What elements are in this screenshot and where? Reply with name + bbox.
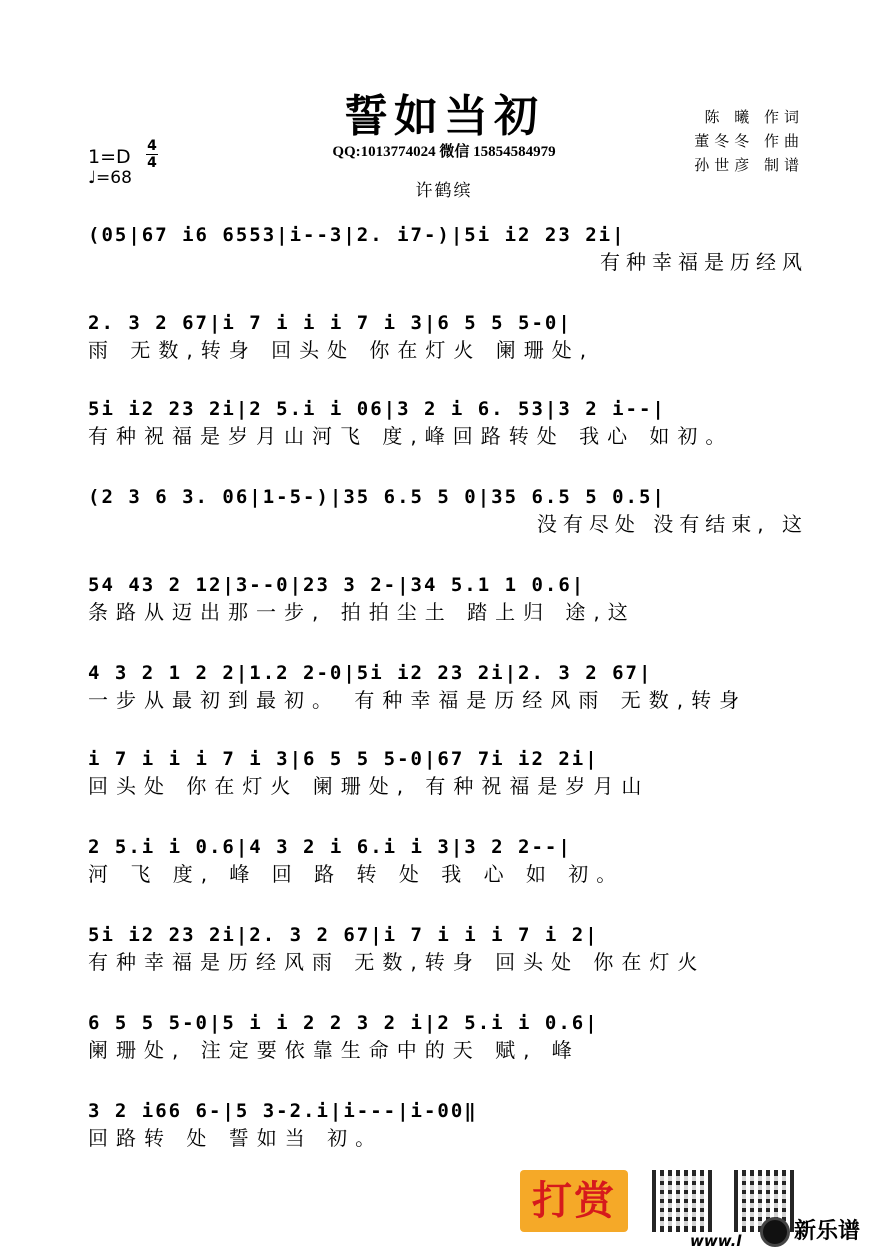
contact-info: QQ:1013774024 微信 15854584979 [332,144,556,160]
reward-button[interactable]: 打赏 [520,1170,628,1232]
notation-line: i 7 i i i 7 i 3|6 5 5 5-0|67 7i i2 2i| [88,748,599,770]
notation-line: 6 5 5 5-0|5 i i 2 2 3 2 i|2 5.i i 0.6| [88,1012,599,1034]
lyrics-line: 雨 无数,转身 回头处 你在灯火 阑珊处, [88,338,595,362]
notation-line: 4 3 2 1 2 2|1.2 2-0|5i i2 23 2i|2. 3 2 67| [88,662,653,684]
site-url[interactable]: www.l [690,1232,742,1250]
lyrics-line: 条路从迈出那一步, 拍拍尘土 踏上归 途,这 [88,600,636,624]
lyrics-line: 有种幸福是历经风雨 无数,转身 回头处 你在灯火 [88,950,706,974]
notation-line: (05|67 i6 6553|i--3|2. i7-)|5i i2 23 2i| [88,224,626,246]
notation-line: (2 3 6 3. 06|1-5-)|35 6.5 5 0|35 6.5 5 0.5| [88,486,666,508]
song-title: 誓如当初 [344,91,544,142]
notation-line: 2. 3 2 67|i 7 i i i 7 i 3|6 5 5 5-0| [88,312,572,334]
lyrics-line: 一步从最初到最初。 有种幸福是历经风雨 无数,转身 [88,688,748,712]
notation-line: 5i i2 23 2i|2 5.i i 06|3 2 i 6. 53|3 2 i--| [88,398,666,420]
lyrics-line: 有种祝福是岁月山河飞 度,峰回路转处 我心 如初。 [88,424,734,448]
lyrics-line: 回路转 处 誓如当 初。 [88,1126,384,1150]
notation-line: 2 5.i i 0.6|4 3 2 i 6.i i 3|3 2 2--| [88,836,572,858]
lyrics-line: 回头处 你在灯火 阑珊处, 有种祝福是岁月山 [88,774,650,798]
singer-name: 许鹤缤 [415,181,473,201]
lyrics-line: 没有尽处 没有结束, 这 [536,512,808,536]
transcriber-credit: 孙世彦 制谱 [694,156,804,174]
site-logo [760,1214,860,1247]
lyricist-credit: 陈 曦 作词 [704,108,804,126]
lyrics-line: 有种幸福是历经风 [600,250,808,274]
notation-line: 54 43 2 12|3--0|23 3 2-|34 5.1 1 0.6| [88,574,586,596]
lyrics-line: 阑珊处, 注定要依靠生命中的天 赋, 峰 [88,1038,580,1062]
time-signature [146,139,158,170]
tempo-marking: ♩=68 [88,168,132,188]
lyrics-line: 河 飞 度, 峰 回 路 转 处 我 心 如 初。 [88,862,625,886]
record-disc-icon [760,1217,790,1247]
composer-credit: 董冬冬 作曲 [694,132,804,150]
time-sig-bottom: 4 [147,155,157,171]
notation-line: 5i i2 23 2i|2. 3 2 67|i 7 i i i 7 i 2| [88,924,599,946]
notation-line: 3 2 i66 6-|5 3-2.i|i---|i-00‖ [88,1100,478,1122]
logo-text: 新乐谱 [794,1219,861,1244]
key-signature: 1=D [88,146,131,168]
qr-code-image [652,1170,714,1232]
time-sig-top: 4 [147,138,157,154]
